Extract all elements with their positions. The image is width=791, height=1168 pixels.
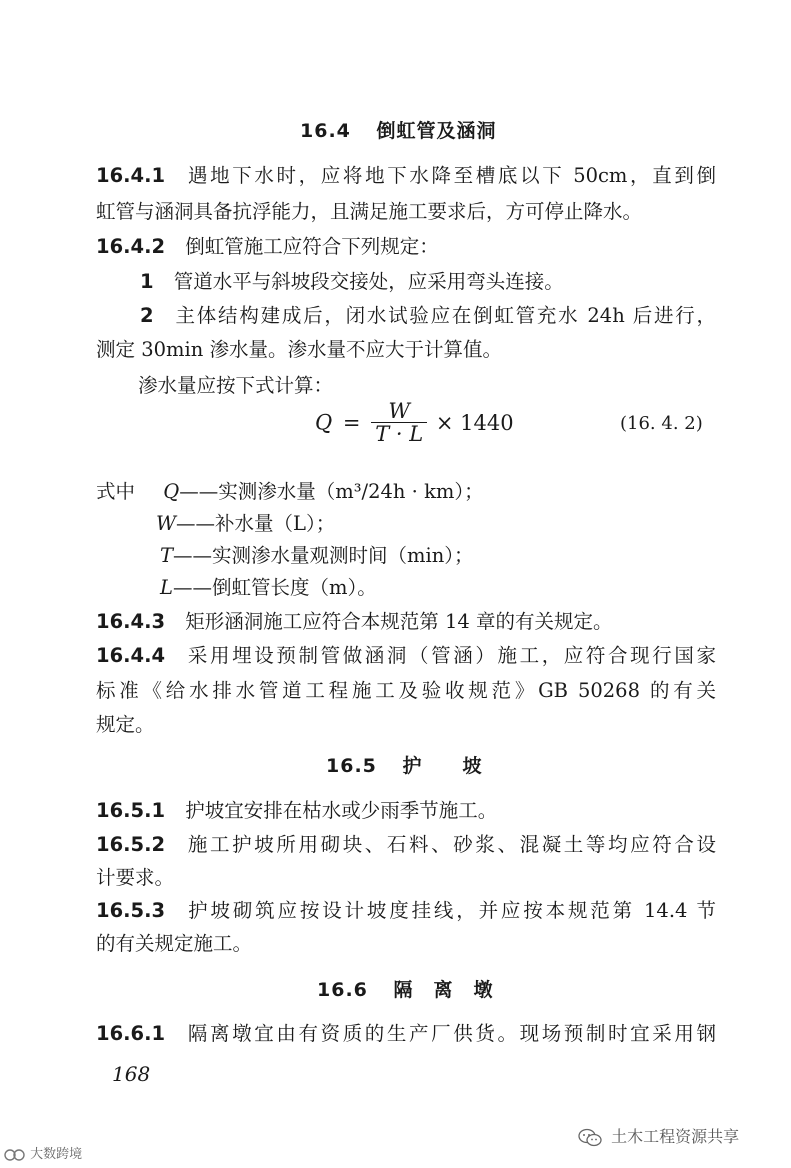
formula: [315, 400, 514, 445]
clause-text: 隔离墩宜由有资质的生产厂供货。现场预制时宜采用钢: [187, 1022, 716, 1045]
watermark-left-text: 大数跨境: [30, 1147, 83, 1162]
clause-text: 倒虹管施工应符合下列规定：: [185, 235, 439, 258]
where-row-t: [160, 538, 474, 574]
clause-number: 16.4.1: [96, 164, 166, 187]
var-desc: ——实测渗水量（m³/24h · km）；: [179, 480, 484, 503]
clause-text: 施工护坡所用砌块、石料、砂浆、混凝土等均应符合设: [187, 833, 716, 856]
var-symbol: Q: [163, 480, 180, 503]
clause-number: 16.4.3: [96, 610, 166, 633]
formula-tag: (16. 4. 2): [620, 413, 703, 434]
formula-numerator: W: [371, 400, 427, 423]
formula-multiplier: × 1440: [435, 410, 514, 435]
where-label: 式中: [96, 480, 136, 503]
section-number: 16.4: [300, 120, 351, 142]
var-symbol: L: [160, 576, 173, 599]
var-symbol: T: [160, 544, 174, 567]
list-item-1: [140, 264, 564, 300]
var-desc: ——实测渗水量观测时间（min）；: [173, 544, 474, 567]
section-heading-16-5: [326, 751, 483, 778]
clause-text: 采用埋设预制管做涵洞（管涵）施工，应符合现行国家: [187, 644, 716, 667]
formula-fraction: [371, 400, 427, 445]
clause-text: 遇地下水时，应将地下水降至槽底以下 50cm，直到倒: [187, 164, 716, 187]
watermark-right: [578, 1124, 739, 1148]
section-title: 倒虹管及涵洞: [376, 120, 497, 142]
clause-16-4-4-line-1: [96, 638, 716, 674]
clause-number: 16.6.1: [96, 1022, 166, 1045]
item-text: 主体结构建成后，闭水试验应在倒虹管充水 24h 后进行，: [175, 304, 716, 327]
var-symbol: W: [156, 512, 177, 535]
clause-16-5-3-line-1: [96, 893, 716, 929]
clause-number: 16.5.3: [96, 899, 166, 922]
formula-lhs: Q: [315, 410, 333, 435]
section-title: 隔 离 墩: [393, 979, 494, 1001]
clause-16-5-1: [96, 793, 497, 829]
item-number: 1: [140, 270, 154, 293]
list-item-2-line-2: 测定 30min 渗水量。渗水量不应大于计算值。: [96, 338, 502, 361]
clause-16-4-2-line-1: [96, 229, 439, 265]
where-row-q: [96, 474, 484, 510]
wechat-icon: [578, 1128, 602, 1148]
where-row-w: [156, 506, 335, 542]
clause-16-5-2-line-2: 计要求。: [96, 866, 175, 889]
clause-16-5-3-line-2: 的有关规定施工。: [96, 932, 253, 955]
page-number: 168: [112, 1062, 151, 1086]
section-number: 16.6: [317, 979, 368, 1001]
clause-16-4-3: [96, 604, 613, 640]
item-number: 2: [140, 304, 154, 327]
clause-number: 16.5.1: [96, 799, 166, 822]
formula-denominator: T · L: [375, 422, 424, 446]
clause-16-6-1-line-1: [96, 1016, 716, 1052]
var-desc: ——补水量（L）；: [176, 512, 336, 535]
clause-16-4-4-line-3: 规定。: [96, 713, 155, 736]
watermark-right-text: 土木工程资源共享: [611, 1127, 740, 1146]
clause-16-4-1-line-2: 虹管与涵洞具备抗浮能力，且满足施工要求后，方可停止降水。: [96, 200, 643, 223]
where-row-l: [160, 570, 377, 606]
watermark-logo-icon: [4, 1148, 26, 1162]
clause-16-5-2-line-1: [96, 827, 716, 863]
clause-number: 16.4.4: [96, 644, 166, 667]
section-title: 护 坡: [402, 755, 483, 777]
var-desc: ——倒虹管长度（m）。: [172, 576, 377, 599]
formula-equals: =: [342, 410, 361, 435]
clause-text: 矩形涵洞施工应符合本规范第 14 章的有关规定。: [185, 610, 613, 633]
clause-text: 护坡砌筑应按设计坡度挂线，并应按本规范第 14.4 节: [188, 899, 716, 922]
section-heading-16-4: [300, 116, 497, 143]
calc-intro: 渗水量应按下式计算：: [138, 374, 334, 397]
clause-text: 护坡宜安排在枯水或少雨季节施工。: [185, 799, 498, 822]
clause-16-4-1-line-1: [96, 158, 716, 194]
clause-number: 16.4.2: [96, 235, 166, 258]
clause-number: 16.5.2: [96, 833, 166, 856]
clause-16-4-4-line-2: 标准《给水排水管道工程施工及验收规范》GB 50268 的有关: [96, 679, 716, 702]
watermark-left: [4, 1143, 82, 1162]
list-item-2-line-1: [140, 298, 716, 334]
item-text: 管道水平与斜坡段交接处，应采用弯头连接。: [173, 270, 564, 293]
section-heading-16-6: [317, 975, 494, 1002]
section-number: 16.5: [326, 755, 377, 777]
